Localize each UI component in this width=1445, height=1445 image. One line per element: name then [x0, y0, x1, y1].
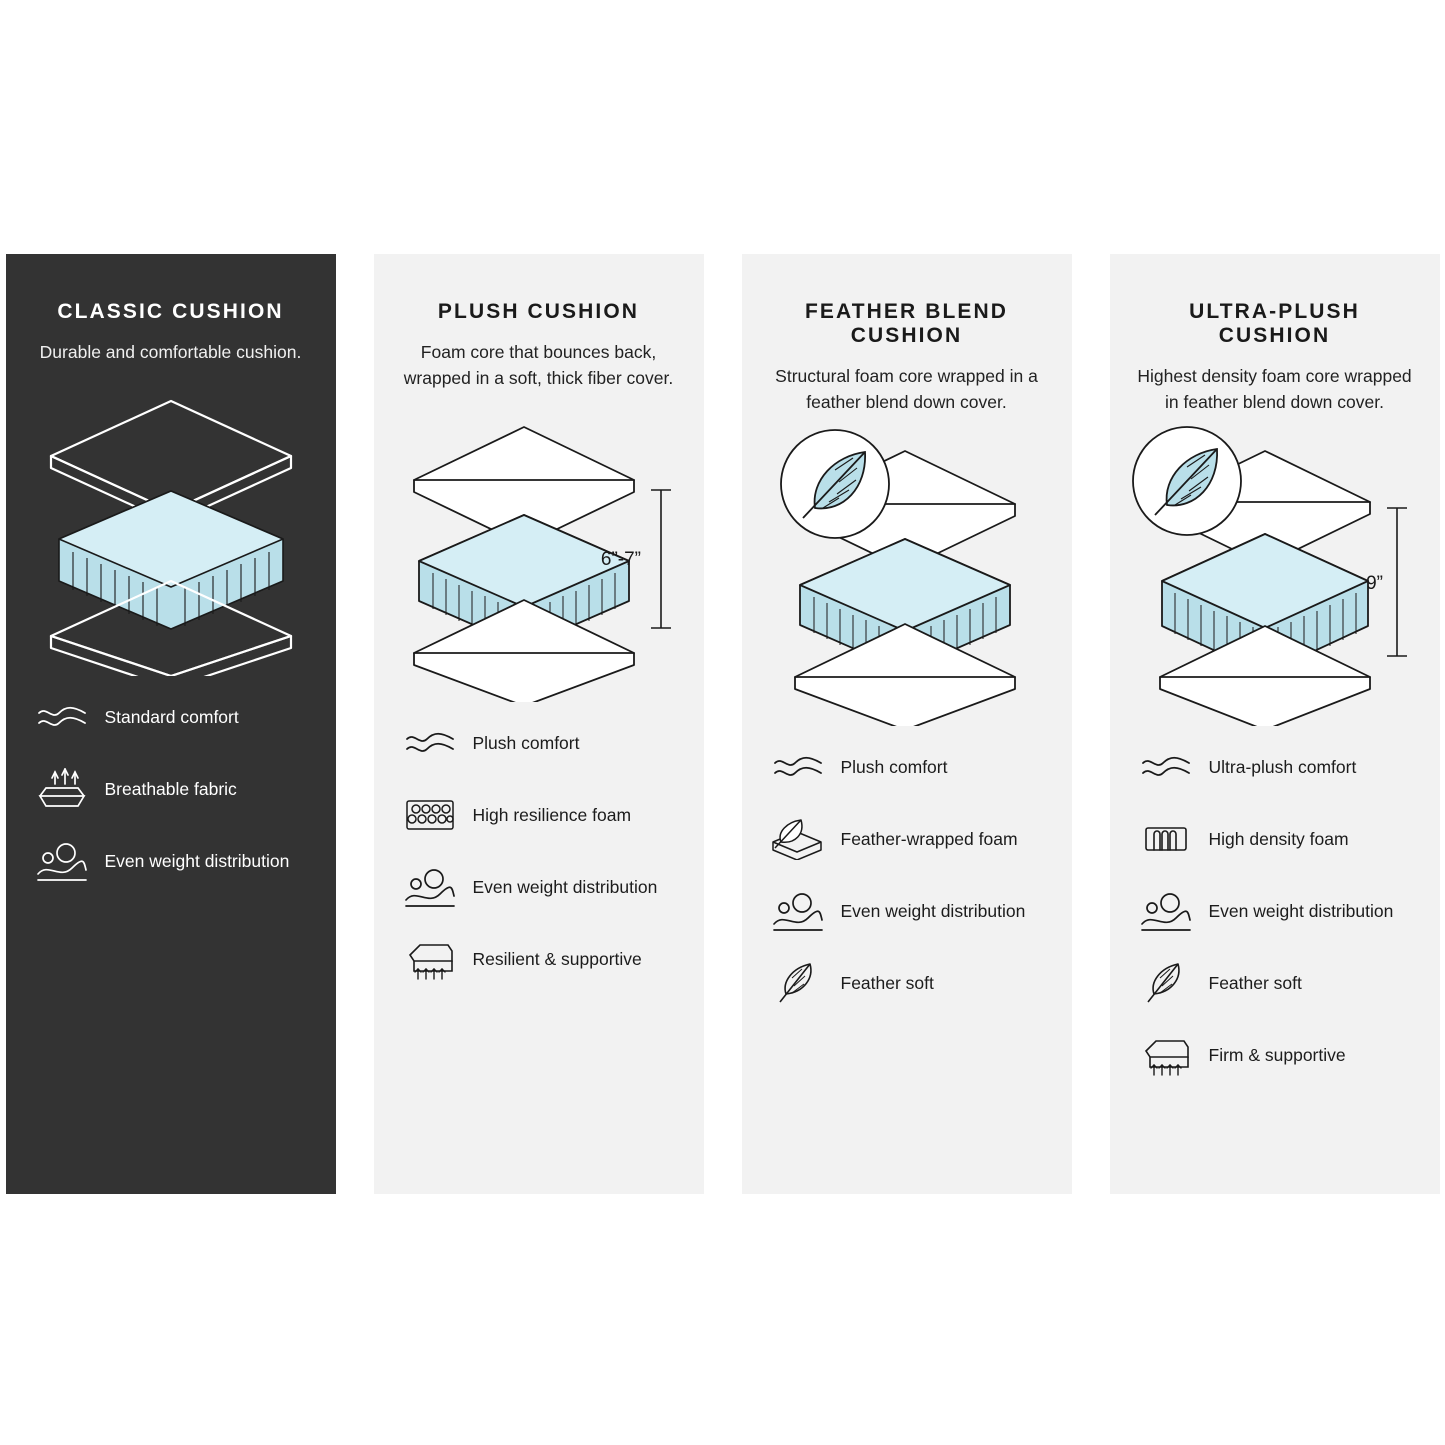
feather-wrapped-foam-icon — [771, 816, 825, 862]
feature-list — [771, 744, 1043, 1006]
feature-label: High density foam — [1208, 828, 1349, 849]
cards-row — [0, 254, 1445, 1194]
height-label: 6”-7” — [600, 548, 641, 570]
feature-list — [403, 720, 675, 982]
height-label: 9” — [1365, 573, 1383, 595]
feature-label: Even weight distribution — [472, 876, 658, 897]
weight-distribution-icon — [771, 888, 825, 934]
feature-label: Breathable fabric — [104, 778, 237, 799]
card-feather-blend-cushion[interactable] — [742, 254, 1072, 1194]
feature-item — [403, 864, 675, 910]
feature-item — [1139, 816, 1411, 862]
feature-list — [1139, 744, 1411, 1078]
feature-label: Firm & supportive — [1208, 1044, 1346, 1065]
weight-distribution-icon — [35, 838, 89, 884]
feature-item — [403, 720, 675, 766]
honeycomb-foam-icon — [403, 792, 457, 838]
card-description: Highest density foam core wrapped in feather blend down cover. — [1137, 366, 1412, 413]
feature-label: Standard comfort — [104, 706, 239, 727]
feature-item — [1139, 888, 1411, 934]
cushion-layers-illustration — [389, 402, 689, 702]
feature-item — [35, 838, 307, 884]
card-title: FEATHER BLEND CUSHION — [804, 300, 1009, 348]
card-plush-cushion[interactable] — [374, 254, 704, 1194]
weight-distribution-icon — [403, 864, 457, 910]
card-title: CLASSIC CUSHION — [57, 300, 284, 323]
feature-list — [35, 694, 307, 884]
card-title: PLUSH CUSHION — [437, 300, 640, 323]
feature-label: Even weight distribution — [840, 900, 1026, 921]
feature-item — [1139, 960, 1411, 1006]
feature-label: High resilience foam — [472, 804, 632, 825]
weight-distribution-icon — [1139, 888, 1193, 934]
feature-item — [771, 816, 1043, 862]
leaf-badge-icon — [1133, 427, 1241, 535]
card-ultra-plush-cushion[interactable] — [1110, 254, 1440, 1194]
support-arrows-icon — [403, 936, 457, 982]
feather-icon — [1139, 960, 1193, 1006]
cushion-layers-illustration — [757, 426, 1057, 726]
feature-item — [1139, 744, 1411, 790]
feature-label: Feather soft — [840, 972, 934, 993]
feature-label: Plush comfort — [840, 756, 948, 777]
feature-label: Even weight distribution — [104, 850, 290, 871]
cushion-layers-illustration — [21, 376, 321, 676]
card-title: ULTRA-PLUSH CUSHION — [1189, 300, 1360, 348]
card-classic-cushion[interactable] — [6, 254, 336, 1194]
wave-icon — [403, 720, 457, 766]
card-description: Durable and comfortable cushion. — [39, 342, 302, 363]
feature-item — [1139, 1032, 1411, 1078]
cushion-layers-illustration — [1125, 426, 1425, 726]
feature-item — [771, 744, 1043, 790]
feature-item — [35, 694, 307, 740]
feature-label: Feather-wrapped foam — [840, 828, 1018, 849]
feature-label: Ultra-plush comfort — [1208, 756, 1357, 777]
feature-item — [403, 792, 675, 838]
feature-item — [403, 936, 675, 982]
feature-label: Resilient & supportive — [472, 948, 642, 969]
feature-label: Even weight distribution — [1208, 900, 1394, 921]
feature-item — [35, 766, 307, 812]
wave-icon — [1139, 744, 1193, 790]
breathable-fabric-icon — [35, 766, 89, 812]
support-arrows-icon — [1139, 1032, 1193, 1078]
wave-icon — [771, 744, 825, 790]
wave-icon — [35, 694, 89, 740]
card-description: Structural foam core wrapped in a feather blend down cover. — [775, 366, 1038, 413]
high-density-foam-icon — [1139, 816, 1193, 862]
feature-label: Plush comfort — [472, 732, 580, 753]
leaf-badge-icon — [781, 430, 889, 538]
feature-label: Feather soft — [1208, 972, 1302, 993]
card-description: Foam core that bounces back, wrapped in a soft, thick fiber cover. — [403, 342, 674, 389]
feature-item — [771, 960, 1043, 1006]
feather-icon — [771, 960, 825, 1006]
feature-item — [771, 888, 1043, 934]
